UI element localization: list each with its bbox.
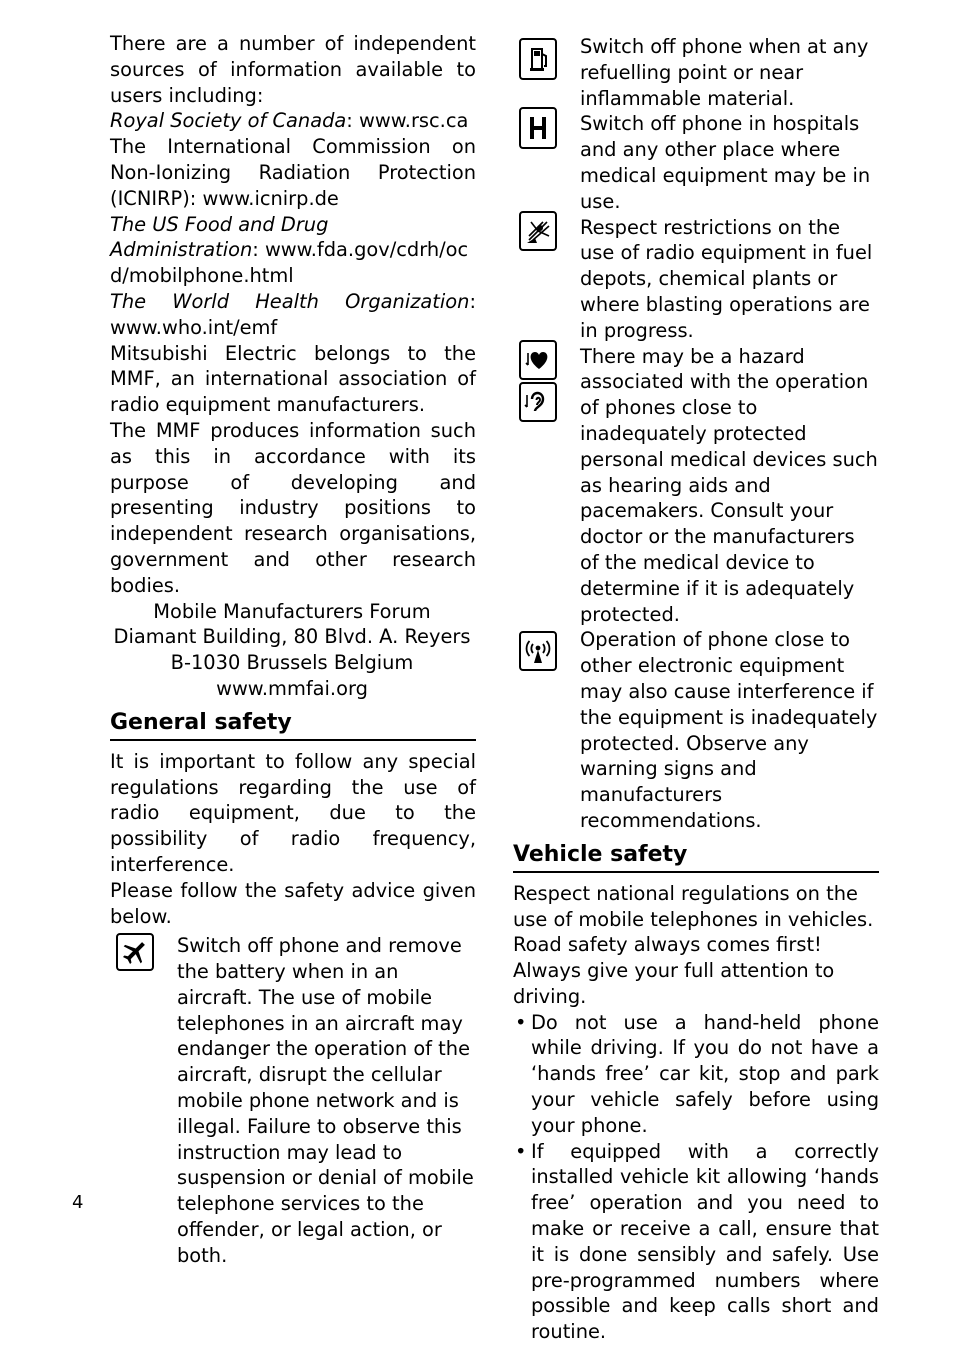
vehicle-safety-paragraph-1: Respect national regulations on the use of mobile telephones in vehicles.: [513, 881, 874, 931]
explosion-icon: [519, 211, 557, 251]
source-name: The World Health Organization: [110, 289, 470, 313]
source-url: www.fda.gov/cdrh/ocd/mobilphone.html: [110, 238, 469, 288]
source-url: www.icnirp.de: [202, 186, 339, 210]
vehicle-safety-paragraph-2: Road safety always comes first! Always give your full attention to driving.: [513, 933, 835, 1008]
address-line: Diamant Building, 80 Blvd. A. Reyers: [113, 625, 471, 649]
source-fda: The US Food and Drug Administration: www.fda.gov/cdrh/ocd/mobilphone.html: [110, 212, 469, 288]
mmf-paragraph-2: The MMF produces information such as this in accordance with its purpose of developing and presenting industry positions to independent research organisations, government and other research bodies.: [110, 418, 476, 597]
vehicle-bullet-2: • If equipped with a correctly installed vehicle kit allowing ‘hands free’ operation and you need to make or receive a call, ensure that it is done sensibly and safely. Use pre-programmed numbers where possible and keep calls short and routine.: [513, 1139, 879, 1345]
safety-item-interference: [513, 627, 879, 833]
address-line: www.mmfai.org: [216, 676, 368, 700]
radio-interference-icon: [519, 631, 557, 671]
source-rsc: Royal Society of Canada: www.rsc.ca: [110, 109, 469, 133]
hearing-aid-icon: [519, 382, 557, 422]
fuel-pump-icon: [519, 38, 557, 80]
vehicle-safety-heading: Vehicle safety: [513, 842, 879, 873]
aircraft-text: Switch off phone and remove the battery when in an aircraft. The use of mobile telephones in an aircraft may endanger the operation of the aircraft, disrupt the cellular mobile phone network and is illegal. Failure to observe this instruction may lead to suspension or denial of mobile telephone services to the offender, or legal action, or both.: [177, 934, 474, 1267]
safety-item-explosion: [513, 215, 879, 344]
left-column: [110, 31, 476, 1269]
source-name: Royal Society of Canada: [110, 109, 347, 133]
right-column: [513, 34, 879, 1345]
source-url: www.rsc.ca: [358, 109, 469, 133]
source-name: The US Food and Drug Administration: [110, 212, 329, 262]
source-name: The International Commission on Non-Ionizing Radiation Protection (ICNIRP): [110, 135, 476, 210]
source-icnirp: The International Commission on Non-Ionizing Radiation Protection (ICNIRP): www.icnirp.de: [110, 135, 476, 210]
address-line: Mobile Manufacturers Forum: [153, 599, 431, 623]
page-number: 4: [72, 1192, 84, 1213]
general-safety-heading: General safety: [110, 710, 476, 741]
general-safety-paragraph-2: Please follow the safety advice given below.: [110, 878, 476, 928]
intro-paragraph: There are a number of independent sources of information available to users including:: [110, 32, 476, 107]
mmf-address: [100, 599, 484, 702]
safety-item-medical: [513, 344, 879, 628]
vehicle-bullet-1: • Do not use a hand-held phone while driving. If you do not have a ‘hands free’ car kit, stop and park your vehicle safely before using your phone.: [513, 1010, 879, 1139]
safety-item-hospital: [513, 111, 879, 214]
source-url: www.who.int/emf: [110, 315, 278, 339]
hospital-icon: [519, 107, 557, 149]
mmf-paragraph-1: Mitsubishi Electric belongs to the MMF, an international association of radio equipment manufacturers.: [110, 341, 476, 417]
aircraft-warning: [110, 933, 476, 1268]
safety-item-text: Respect restrictions on the use of radio equipment in fuel depots, chemical plants or where blasting operations are in progress.: [580, 215, 873, 342]
source-who: The World Health Organization: www.who.int/emf: [110, 289, 476, 339]
pacemaker-icon: [519, 340, 557, 380]
safety-item-fuel: [513, 34, 879, 111]
general-safety-paragraph-1: It is important to follow any special regulations regarding the use of radio equipment, due to the possibility of radio frequency, interference.: [110, 749, 476, 876]
safety-item-text: Switch off phone in hospitals and any other place where medical equipment may be in use.: [580, 112, 871, 213]
safety-item-text: Operation of phone close to other electronic equipment may also cause interference if the equipment is inadequately protected. Observe any warning signs and manufacturers recommendations.: [580, 628, 878, 832]
safety-item-text: Switch off phone when at any refuelling point or near inflammable material.: [580, 35, 869, 110]
address-line: B-1030 Brussels Belgium: [170, 651, 414, 675]
safety-item-text: There may be a hazard associated with the operation of phones close to inadequately protected personal medical devices such as hearing aids and pacemakers. Consult your doctor or the manufacturers of the medical device to determine if it is adequately protected.: [580, 344, 878, 626]
airplane-icon: [116, 933, 154, 971]
